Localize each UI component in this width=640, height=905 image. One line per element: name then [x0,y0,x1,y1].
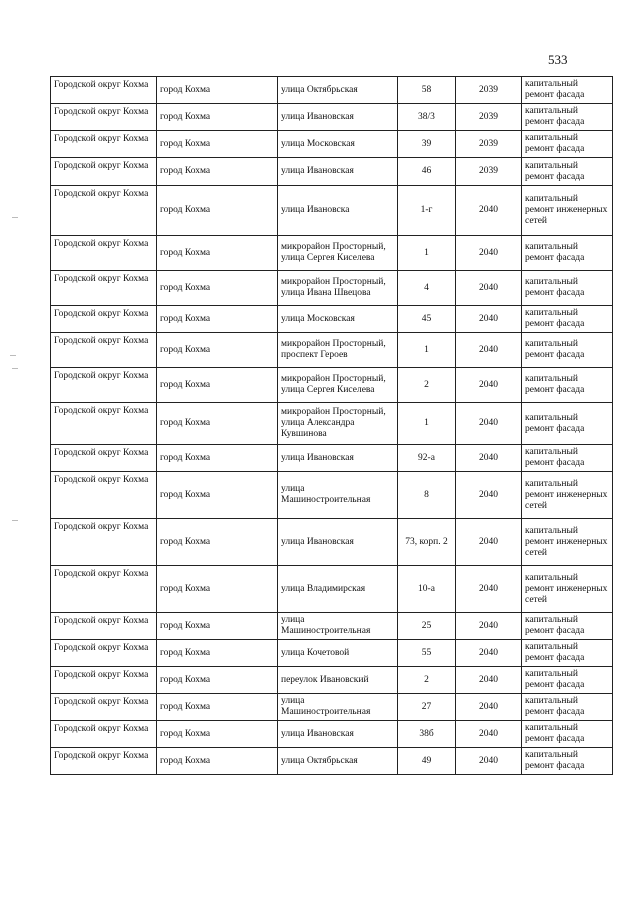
work-type-cell: капитальный ремонт фасада [522,748,613,775]
city-cell: город Кохма [157,640,278,667]
street-cell: улица Московская [278,131,398,158]
year-cell: 2040 [456,333,522,368]
street-cell: микрорайон Просторный, улица Сергея Киселева [278,368,398,403]
table-row [51,519,613,566]
district-cell: Городской округ Кохма [51,131,157,158]
table-row [51,721,613,748]
table-row [51,445,613,472]
table-row [51,333,613,368]
district-cell: Городской округ Кохма [51,748,157,775]
city-cell: город Кохма [157,519,278,566]
city-cell: город Кохма [157,403,278,445]
table-row [51,667,613,694]
street-cell: улица Машиностроительная [278,694,398,721]
district-cell: Городской округ Кохма [51,306,157,333]
scan-artifact [12,368,18,369]
house-number-cell: 73, корп. 2 [398,519,456,566]
work-type-cell: капитальный ремонт фасада [522,403,613,445]
street-cell: микрорайон Просторный, улица Ивана Швецова [278,271,398,306]
table-row [51,104,613,131]
year-cell: 2040 [456,472,522,519]
work-type-cell: капитальный ремонт фасада [522,77,613,104]
street-cell: микрорайон Просторный, улица Сергея Киселева [278,236,398,271]
work-type-cell: капитальный ремонт фасада [522,131,613,158]
work-type-cell: капитальный ремонт фасада [522,271,613,306]
table-row [51,77,613,104]
district-cell: Городской округ Кохма [51,77,157,104]
house-number-cell: 46 [398,158,456,186]
street-cell: улица Московская [278,306,398,333]
city-cell: город Кохма [157,748,278,775]
house-number-cell: 10-а [398,566,456,613]
table-row [51,271,613,306]
district-cell: Городской округ Кохма [51,472,157,519]
work-type-cell: капитальный ремонт фасада [522,104,613,131]
district-cell: Городской округ Кохма [51,721,157,748]
city-cell: город Кохма [157,333,278,368]
scan-artifact [12,520,18,521]
year-cell: 2039 [456,104,522,131]
work-type-cell: капитальный ремонт инженерных сетей [522,472,613,519]
city-cell: город Кохма [157,721,278,748]
house-number-cell: 1 [398,403,456,445]
table-row [51,748,613,775]
city-cell: город Кохма [157,236,278,271]
house-number-cell: 2 [398,368,456,403]
table-row [51,306,613,333]
city-cell: город Кохма [157,694,278,721]
year-cell: 2040 [456,721,522,748]
district-cell: Городской округ Кохма [51,640,157,667]
city-cell: город Кохма [157,667,278,694]
table-row [51,694,613,721]
city-cell: город Кохма [157,77,278,104]
work-type-cell: капитальный ремонт фасада [522,445,613,472]
city-cell: город Кохма [157,271,278,306]
year-cell: 2040 [456,566,522,613]
district-cell: Городской округ Кохма [51,186,157,236]
district-cell: Городской округ Кохма [51,403,157,445]
city-cell: город Кохма [157,104,278,131]
scan-artifact [12,217,18,218]
district-cell: Городской округ Кохма [51,333,157,368]
work-type-cell: капитальный ремонт фасада [522,667,613,694]
year-cell: 2040 [456,667,522,694]
work-type-cell: капитальный ремонт фасада [522,306,613,333]
work-type-cell: капитальный ремонт фасада [522,368,613,403]
house-number-cell: 38б [398,721,456,748]
house-number-cell: 4 [398,271,456,306]
year-cell: 2039 [456,77,522,104]
city-cell: город Кохма [157,445,278,472]
work-type-cell: капитальный ремонт фасада [522,640,613,667]
city-cell: город Кохма [157,131,278,158]
work-type-cell: капитальный ремонт фасада [522,333,613,368]
house-number-cell: 58 [398,77,456,104]
house-number-cell: 49 [398,748,456,775]
street-cell: микрорайон Просторный, улица Александра Кувшинова [278,403,398,445]
district-cell: Городской округ Кохма [51,667,157,694]
work-type-cell: капитальный ремонт инженерных сетей [522,566,613,613]
city-cell: город Кохма [157,186,278,236]
year-cell: 2040 [456,236,522,271]
house-number-cell: 39 [398,131,456,158]
work-type-cell: капитальный ремонт фасада [522,694,613,721]
year-cell: 2040 [456,271,522,306]
house-number-cell: 1 [398,333,456,368]
year-cell: 2040 [456,368,522,403]
street-cell: улица Ивановская [278,445,398,472]
city-cell: город Кохма [157,613,278,640]
year-cell: 2040 [456,694,522,721]
street-cell: переулок Ивановский [278,667,398,694]
table-row [51,131,613,158]
street-cell: улица Машиностроительная [278,613,398,640]
district-cell: Городской округ Кохма [51,613,157,640]
house-number-cell: 27 [398,694,456,721]
house-number-cell: 8 [398,472,456,519]
table-row [51,613,613,640]
street-cell: улица Ивановская [278,158,398,186]
district-cell: Городской округ Кохма [51,104,157,131]
work-type-cell: капитальный ремонт фасада [522,613,613,640]
table-row [51,472,613,519]
district-cell: Городской округ Кохма [51,445,157,472]
year-cell: 2040 [456,613,522,640]
street-cell: улица Ивановская [278,519,398,566]
year-cell: 2040 [456,748,522,775]
house-number-cell: 25 [398,613,456,640]
district-cell: Городской округ Кохма [51,158,157,186]
street-cell: улица Машиностроительная [278,472,398,519]
year-cell: 2040 [456,306,522,333]
work-type-cell: капитальный ремонт инженерных сетей [522,519,613,566]
table-row [51,186,613,236]
work-type-cell: капитальный ремонт инженерных сетей [522,186,613,236]
year-cell: 2040 [456,640,522,667]
year-cell: 2040 [456,186,522,236]
district-cell: Городской округ Кохма [51,368,157,403]
house-number-cell: 1 [398,236,456,271]
year-cell: 2040 [456,403,522,445]
city-cell: город Кохма [157,306,278,333]
repair-schedule-table [50,76,613,775]
table-row [51,368,613,403]
house-number-cell: 38/3 [398,104,456,131]
street-cell: улица Октябрьская [278,748,398,775]
city-cell: город Кохма [157,158,278,186]
district-cell: Городской округ Кохма [51,236,157,271]
street-cell: улица Ивановска [278,186,398,236]
scan-artifact [10,355,16,356]
city-cell: город Кохма [157,566,278,613]
house-number-cell: 55 [398,640,456,667]
table-row [51,236,613,271]
house-number-cell: 45 [398,306,456,333]
street-cell: улица Кочетовой [278,640,398,667]
district-cell: Городской округ Кохма [51,519,157,566]
table-row [51,566,613,613]
street-cell: микрорайон Просторный, проспект Героев [278,333,398,368]
table-row [51,403,613,445]
city-cell: город Кохма [157,368,278,403]
street-cell: улица Ивановская [278,104,398,131]
house-number-cell: 2 [398,667,456,694]
work-type-cell: капитальный ремонт фасада [522,236,613,271]
year-cell: 2040 [456,519,522,566]
work-type-cell: капитальный ремонт фасада [522,158,613,186]
street-cell: улица Владимирская [278,566,398,613]
street-cell: улица Октябрьская [278,77,398,104]
work-type-cell: капитальный ремонт фасада [522,721,613,748]
year-cell: 2039 [456,158,522,186]
house-number-cell: 1-г [398,186,456,236]
city-cell: город Кохма [157,472,278,519]
street-cell: улица Ивановская [278,721,398,748]
page-number: 533 [548,52,568,67]
table-row [51,158,613,186]
district-cell: Городской округ Кохма [51,271,157,306]
year-cell: 2039 [456,131,522,158]
district-cell: Городской округ Кохма [51,566,157,613]
table-row [51,640,613,667]
year-cell: 2040 [456,445,522,472]
house-number-cell: 92-а [398,445,456,472]
district-cell: Городской округ Кохма [51,694,157,721]
